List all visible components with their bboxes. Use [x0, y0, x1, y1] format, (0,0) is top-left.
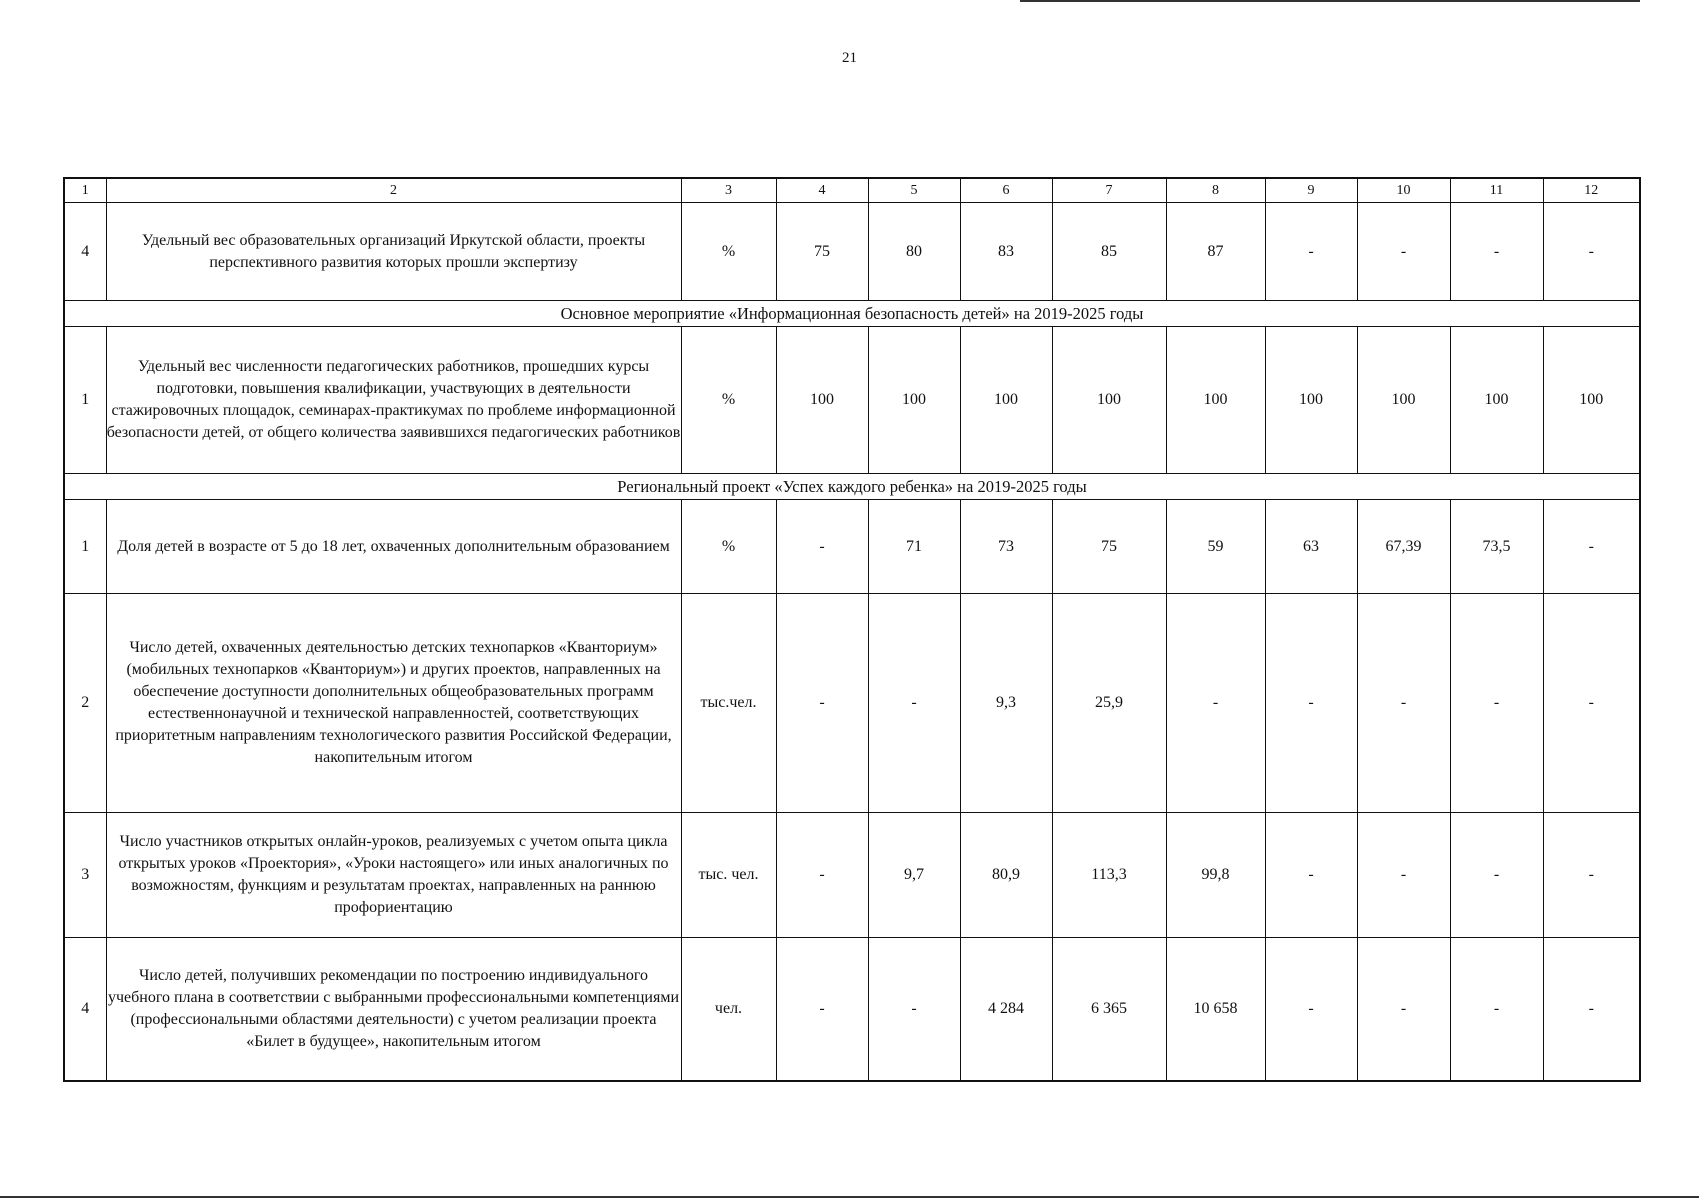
column-header: 3 [681, 178, 776, 203]
value-cell: - [1357, 594, 1450, 813]
value-cell: 75 [776, 203, 868, 301]
unit-cell: тыс.чел. [681, 594, 776, 813]
value-cell: - [1265, 203, 1357, 301]
value-cell: 63 [1265, 500, 1357, 594]
page-number: 21 [842, 50, 857, 66]
value-cell: 73,5 [1450, 500, 1543, 594]
value-cell: 6 365 [1052, 938, 1166, 1082]
value-cell: - [868, 938, 960, 1082]
indicator-description: Число участников открытых онлайн-уроков, реализуемых с учетом опыта цикла открытых уроков «Проектория», «Уроки настоящего» или иных аналогичных по возможностям, функциям и результатам проектах, направленных на раннюю профориентацию [106, 813, 681, 938]
value-cell: 100 [1265, 327, 1357, 474]
value-cell: - [1357, 938, 1450, 1082]
unit-cell: % [681, 203, 776, 301]
value-cell: 9,3 [960, 594, 1052, 813]
indicator-description: Удельный вес численности педагогических работников, прошедших курсы подготовки, повышения квалификации, участвующих в деятельности стажировочных площадок, семинарах-практикумах по проблеме информационной безопасности детей, от общего количества заявившихся педагогических работников [106, 327, 681, 474]
indicator-description: Число детей, получивших рекомендации по построению индивидуального учебного плана в соответствии с выбранными профессиональными компетенциями (профессиональными областями деятельности) с учетом реализации проекта «Билет в будущее», накопительным итогом [106, 938, 681, 1082]
value-cell: 100 [776, 327, 868, 474]
column-header: 4 [776, 178, 868, 203]
value-cell: - [1543, 813, 1640, 938]
value-cell: - [1357, 203, 1450, 301]
row-number: 3 [64, 813, 106, 938]
unit-cell: % [681, 500, 776, 594]
value-cell: - [1166, 594, 1265, 813]
value-cell: 80 [868, 203, 960, 301]
sheet-edge-top [1020, 0, 1640, 2]
value-cell: - [1543, 203, 1640, 301]
column-header: 1 [64, 178, 106, 203]
unit-cell: % [681, 327, 776, 474]
row-number: 1 [64, 327, 106, 474]
column-number-row [64, 178, 1640, 203]
value-cell: - [776, 594, 868, 813]
value-cell: 73 [960, 500, 1052, 594]
unit-cell: тыс. чел. [681, 813, 776, 938]
table-row [64, 813, 1640, 938]
value-cell: 100 [868, 327, 960, 474]
value-cell: - [1450, 813, 1543, 938]
value-cell: - [868, 594, 960, 813]
value-cell: 113,3 [1052, 813, 1166, 938]
row-number: 1 [64, 500, 106, 594]
column-header: 11 [1450, 178, 1543, 203]
value-cell: 4 284 [960, 938, 1052, 1082]
value-cell: - [1543, 500, 1640, 594]
value-cell: 67,39 [1357, 500, 1450, 594]
value-cell: - [1357, 813, 1450, 938]
table-row [64, 594, 1640, 813]
column-header: 6 [960, 178, 1052, 203]
indicators-table [63, 177, 1641, 1082]
table-row [64, 203, 1640, 301]
value-cell: 25,9 [1052, 594, 1166, 813]
value-cell: - [776, 813, 868, 938]
unit-cell: чел. [681, 938, 776, 1082]
table-row [64, 938, 1640, 1082]
value-cell: 100 [1166, 327, 1265, 474]
value-cell: 85 [1052, 203, 1166, 301]
value-cell: 100 [1357, 327, 1450, 474]
value-cell: - [776, 938, 868, 1082]
row-number: 4 [64, 938, 106, 1082]
value-cell: 75 [1052, 500, 1166, 594]
value-cell: 87 [1166, 203, 1265, 301]
column-header: 8 [1166, 178, 1265, 203]
row-number: 2 [64, 594, 106, 813]
value-cell: 100 [1450, 327, 1543, 474]
column-header: 9 [1265, 178, 1357, 203]
value-cell: - [1450, 203, 1543, 301]
value-cell: 100 [960, 327, 1052, 474]
column-header: 5 [868, 178, 960, 203]
value-cell: 100 [1543, 327, 1640, 474]
section-title: Основное мероприятие «Информационная безопасность детей» на 2019-2025 годы [64, 301, 1640, 327]
value-cell: 10 658 [1166, 938, 1265, 1082]
value-cell: 100 [1052, 327, 1166, 474]
value-cell: - [1543, 594, 1640, 813]
value-cell: - [1265, 938, 1357, 1082]
sheet-edge-bottom [0, 1196, 1699, 1198]
indicator-description: Удельный вес образовательных организаций Иркутской области, проекты перспективного развития которых прошли экспертизу [106, 203, 681, 301]
column-header: 2 [106, 178, 681, 203]
value-cell: - [1265, 813, 1357, 938]
indicator-description: Число детей, охваченных деятельностью детских технопарков «Кванториум» (мобильных технопарков «Кванториум») и других проектов, направленных на обеспечение доступности дополнительных общеобразовательных программ естественнонаучной и технической направленностей, соответствующих приоритетным направлениям технологического развития Российской Федерации, накопительным итогом [106, 594, 681, 813]
column-header: 12 [1543, 178, 1640, 203]
value-cell: - [1450, 938, 1543, 1082]
value-cell: 59 [1166, 500, 1265, 594]
table-row [64, 500, 1640, 594]
table-row [64, 327, 1640, 474]
value-cell: - [1265, 594, 1357, 813]
value-cell: - [1450, 594, 1543, 813]
value-cell: - [1543, 938, 1640, 1082]
value-cell: 80,9 [960, 813, 1052, 938]
indicator-description: Доля детей в возрасте от 5 до 18 лет, охваченных дополнительным образованием [106, 500, 681, 594]
value-cell: 99,8 [1166, 813, 1265, 938]
value-cell: 71 [868, 500, 960, 594]
section-row [64, 301, 1640, 327]
column-header: 10 [1357, 178, 1450, 203]
section-title: Региональный проект «Успех каждого ребенка» на 2019-2025 годы [64, 474, 1640, 500]
value-cell: 83 [960, 203, 1052, 301]
section-row [64, 474, 1640, 500]
value-cell: - [776, 500, 868, 594]
row-number: 4 [64, 203, 106, 301]
column-header: 7 [1052, 178, 1166, 203]
value-cell: 9,7 [868, 813, 960, 938]
